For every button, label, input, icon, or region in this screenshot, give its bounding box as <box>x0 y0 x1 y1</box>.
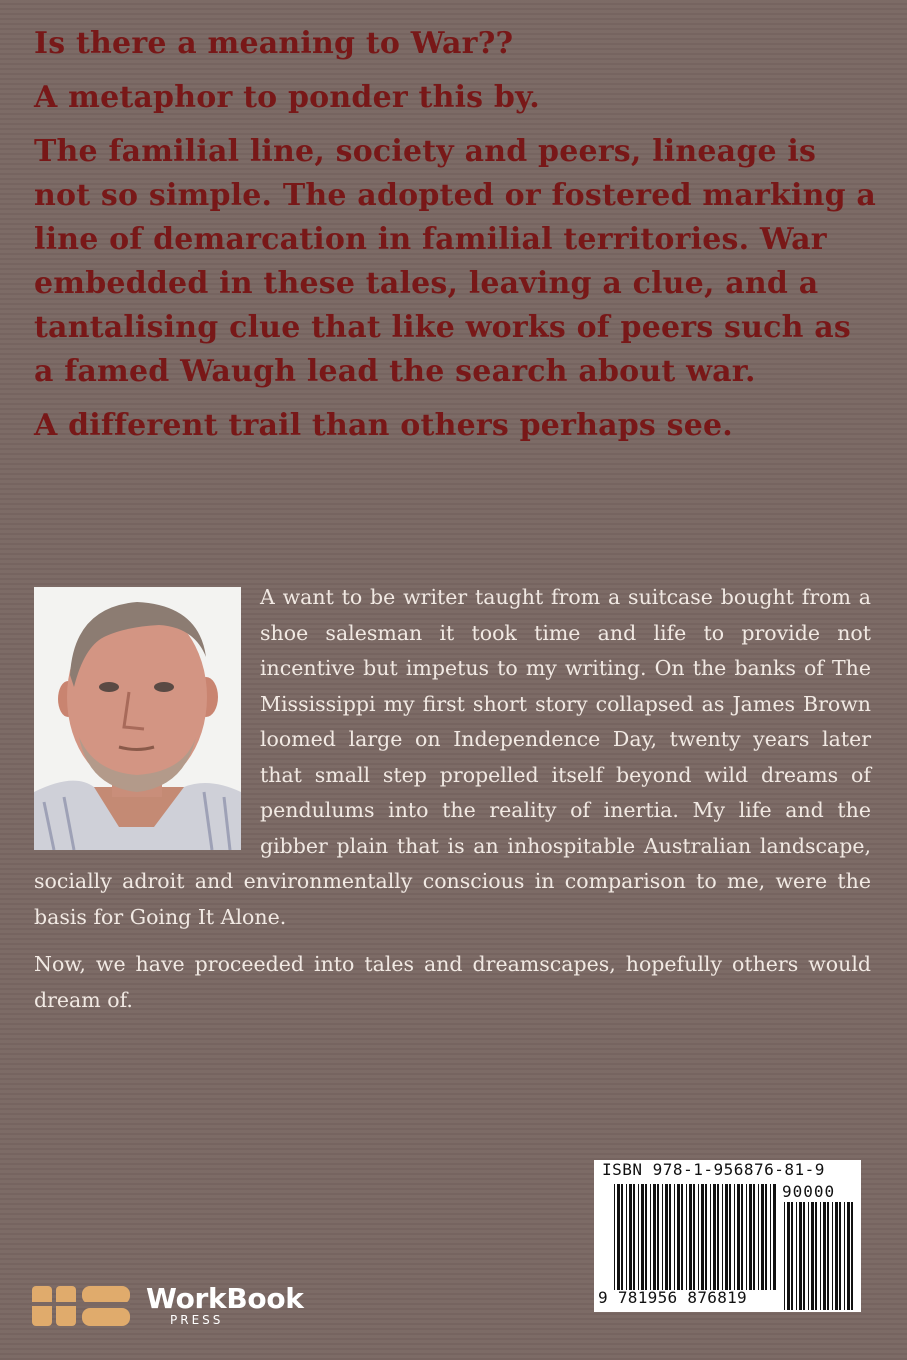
barcode-bar <box>722 1184 723 1290</box>
barcode-bar <box>633 1184 635 1290</box>
isbn-number: ISBN 978-1-956876-81-9 <box>602 1160 825 1179</box>
bio-paragraph-2: Now, we have proceeded into tales and dreamscapes, hopefully others would dream of. <box>34 952 871 1012</box>
barcode-bar <box>614 1184 615 1290</box>
back-cover-blurb <box>34 22 879 458</box>
barcode-bar <box>621 1184 623 1290</box>
barcode-bar <box>844 1202 845 1310</box>
blurb-tagline: A metaphor to ponder this by. <box>34 80 540 115</box>
barcode-bar <box>674 1184 675 1290</box>
barcode-bar <box>657 1184 659 1290</box>
barcode-bar <box>796 1202 797 1310</box>
barcode-bar <box>835 1202 838 1310</box>
barcode-bar <box>773 1184 776 1290</box>
barcode-bar <box>653 1184 656 1290</box>
isbn-barcode <box>594 1160 861 1312</box>
publisher-subtitle: PRESS <box>170 1313 224 1327</box>
barcode-bar <box>815 1202 817 1310</box>
blurb-closing: A different trail than others perhaps see. <box>34 408 733 443</box>
barcode-bar <box>746 1184 747 1290</box>
barcode-bar <box>665 1184 668 1290</box>
barcode-bar <box>650 1184 651 1290</box>
barcode-bar <box>689 1184 692 1290</box>
barcode-bar <box>686 1184 687 1290</box>
barcode-bar <box>749 1184 752 1290</box>
barcode-bar <box>761 1184 764 1290</box>
barcode-bar <box>820 1202 821 1310</box>
barcode-bar <box>641 1184 644 1290</box>
blurb-body: The familial line, society and peers, lineage is not so simple. The adopted or fostered marking a line of demarcation in familial territories. War embedded in these tales, leaving a clue, and a tantalising clue that like works of peers such as a famed Waugh lead the search about war. <box>34 134 877 389</box>
barcode-bar <box>710 1184 711 1290</box>
barcode-bar <box>681 1184 683 1290</box>
barcode-bar <box>741 1184 743 1290</box>
barcode-bar <box>629 1184 632 1290</box>
author-photo <box>34 587 241 850</box>
barcode-bar <box>839 1202 841 1310</box>
barcode-bar <box>791 1202 793 1310</box>
barcode-bar <box>832 1202 833 1310</box>
barcode-bar <box>705 1184 707 1290</box>
barcode-bar <box>662 1184 663 1290</box>
barcode-bar <box>808 1202 809 1310</box>
publisher-logo <box>32 1282 332 1332</box>
workbook-logo-icon <box>32 1282 132 1330</box>
barcode-bar <box>765 1184 767 1290</box>
barcode-bar <box>626 1184 627 1290</box>
barcode-bar <box>811 1202 814 1310</box>
barcode-bar <box>717 1184 719 1290</box>
barcode-bar <box>638 1184 639 1290</box>
barcode-bar <box>617 1184 620 1290</box>
barcode-bar <box>784 1202 785 1310</box>
ean-digits: 9 781956 876819 <box>598 1288 747 1307</box>
barcode-bar <box>851 1202 853 1310</box>
barcode-bar <box>787 1202 790 1310</box>
barcode-bar <box>701 1184 704 1290</box>
barcode-bar <box>729 1184 731 1290</box>
barcode-bar <box>645 1184 647 1290</box>
barcode-bar <box>669 1184 671 1290</box>
barcode-bar <box>734 1184 735 1290</box>
barcode-bar <box>753 1184 755 1290</box>
barcode-bar <box>799 1202 802 1310</box>
barcode-bar <box>698 1184 699 1290</box>
barcode-bar <box>823 1202 826 1310</box>
barcode-bar <box>725 1184 728 1290</box>
barcode-bar <box>737 1184 740 1290</box>
barcode-price-code: 90000 <box>782 1182 836 1201</box>
barcode-bar <box>803 1202 805 1310</box>
barcode-bar <box>827 1202 829 1310</box>
barcode-bar <box>847 1202 850 1310</box>
barcode-bar <box>677 1184 680 1290</box>
barcode-bar <box>770 1184 771 1290</box>
publisher-name: WorkBook <box>146 1282 304 1315</box>
barcode-bar <box>713 1184 716 1290</box>
barcode-bar <box>693 1184 695 1290</box>
barcode-bar <box>758 1184 759 1290</box>
bio-paragraph-1: A want to be writer taught from a suitcase bought from a shoe salesman it took time and life to provide not incentive but impetus to my writing. On the banks of The Mississippi my first short story collapsed as James Brown loomed large on Independence Day, twenty years later that small step propelled itself beyond wild dreams of pendulums into the reality of inertia. My life and the gibber plain that is an inhospitable Australian landscape, socially adroit and environmentally conscious in comparison to me, were the basis for Going It Alone. <box>34 585 871 929</box>
blurb-question: Is there a meaning to War?? <box>34 26 514 61</box>
